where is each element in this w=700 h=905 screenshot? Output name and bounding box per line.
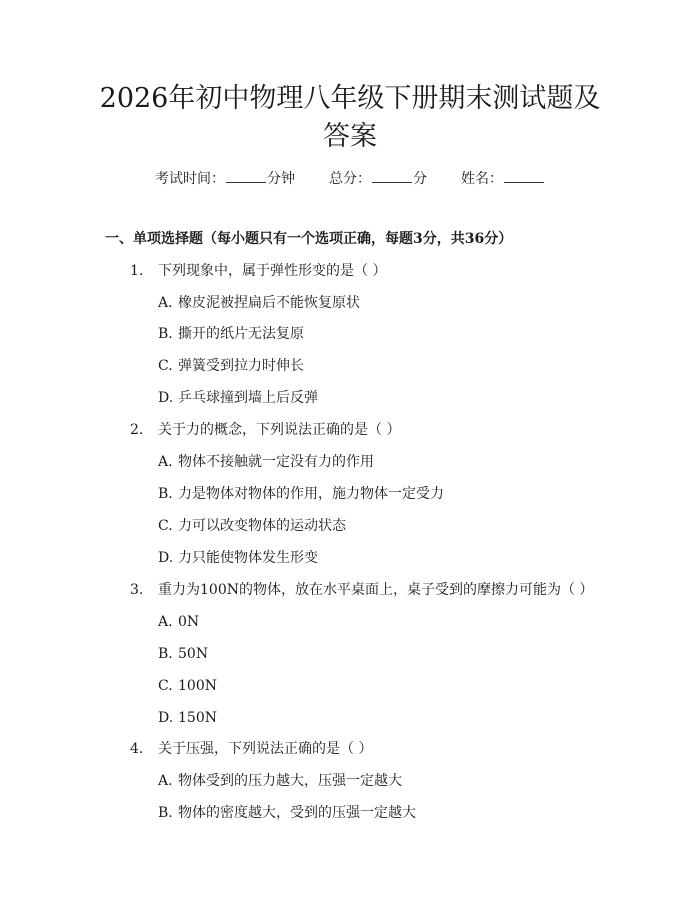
page-title: 2026年初中物理八年级下册期末测试题及答案 <box>99 83 601 152</box>
option-letter: D. <box>158 710 174 726</box>
option-letter: A. <box>158 773 173 789</box>
question-text: 关于力的概念，下列说法正确的是（ ） <box>158 422 401 438</box>
question-text: 关于压强，下列说法正确的是（ ） <box>158 741 373 757</box>
option-1d <box>158 388 318 408</box>
option-letter: B. <box>158 486 173 502</box>
question-2 <box>130 420 400 440</box>
section-heading: 一、单项选择题（每小题只有一个选项正确，每题3分，共36分） <box>105 231 513 247</box>
option-text: 力是物体对物体的作用，施力物体一定受力 <box>178 486 444 502</box>
question-number: 3. <box>130 582 144 598</box>
option-1a <box>158 293 360 313</box>
option-letter: C. <box>158 358 173 374</box>
name-blank <box>504 168 544 183</box>
option-letter: B. <box>158 326 173 342</box>
option-letter: B. <box>158 646 173 662</box>
question-text: 重力为100N的物体，放在水平桌面上，桌子受到的摩擦力可能为（ ） <box>158 582 594 598</box>
option-text: 物体不接触就一定没有力的作用 <box>178 454 374 470</box>
option-3d <box>158 708 217 728</box>
option-2c <box>158 516 346 536</box>
option-1b <box>158 324 304 344</box>
option-2d <box>158 548 318 568</box>
option-text: 50N <box>178 646 209 662</box>
option-letter: C. <box>158 678 173 694</box>
option-text: 弹簧受到拉力时伸长 <box>178 358 304 374</box>
score-blank <box>372 168 412 183</box>
time-blank <box>226 168 266 183</box>
option-text: 撕开的纸片无法复原 <box>178 326 304 342</box>
option-text: 物体的密度越大，受到的压强一定越大 <box>178 805 416 821</box>
question-1 <box>130 261 386 281</box>
option-3a <box>158 612 199 632</box>
option-letter: A. <box>158 295 173 311</box>
option-1c <box>158 356 304 376</box>
option-letter: D. <box>158 550 174 566</box>
option-text: 力可以改变物体的运动状态 <box>178 518 346 534</box>
time-label: 考试时间： <box>155 171 225 187</box>
option-text: 150N <box>178 710 217 726</box>
option-text: 力只能使物体发生形变 <box>178 550 318 566</box>
option-text: 0N <box>178 614 200 630</box>
option-3b <box>158 644 208 664</box>
question-number: 1. <box>130 263 144 279</box>
question-4 <box>130 739 372 759</box>
question-number: 4. <box>130 741 144 757</box>
option-text: 橡皮泥被捏扁后不能恢复原状 <box>178 295 360 311</box>
question-3 <box>130 580 593 600</box>
option-letter: A. <box>158 454 173 470</box>
exam-info-line <box>0 168 700 189</box>
question-text: 下列现象中，属于弹性形变的是（ ） <box>158 263 387 279</box>
option-letter: D. <box>158 390 174 406</box>
score-unit: 分 <box>413 171 427 187</box>
option-text: 乒乓球撞到墙上后反弹 <box>178 390 318 406</box>
option-letter: B. <box>158 805 173 821</box>
option-letter: C. <box>158 518 173 534</box>
option-4b <box>158 803 416 823</box>
option-2b <box>158 484 444 504</box>
question-number: 2. <box>130 422 144 438</box>
score-label: 总分： <box>329 171 371 187</box>
option-text: 物体受到的压力越大，压强一定越大 <box>178 773 402 789</box>
option-2a <box>158 452 374 472</box>
option-4a <box>158 771 402 791</box>
name-label: 姓名： <box>461 171 503 187</box>
time-unit: 分钟 <box>267 171 295 187</box>
option-3c <box>158 676 217 696</box>
option-letter: A. <box>158 614 173 630</box>
option-text: 100N <box>178 678 217 694</box>
